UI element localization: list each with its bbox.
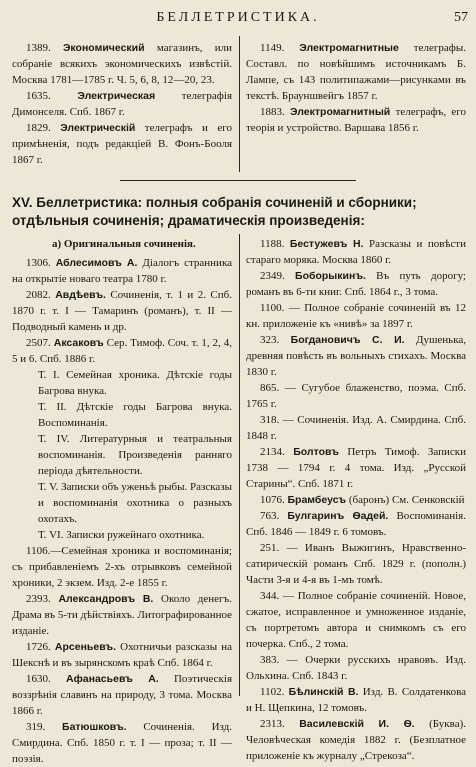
entry-text: 1106.—Семейная хроника и воспоминанія; съ прибавленіемъ 2-хъ отрывковъ семейной хроники, 2 экзем. Изд. 2-е 1855 г. (12, 545, 232, 589)
entry-author: Электромагнитный (290, 106, 391, 118)
entry-author: Электрическій (60, 122, 136, 134)
left-column (12, 236, 232, 767)
entry (246, 300, 466, 332)
top-right-column (246, 40, 466, 136)
entry-text: (Буква). Человѣческая комедія 1882 г. (Безплатное приложеніе къ журналу „Стрекоза“. (246, 718, 466, 762)
entry (12, 671, 232, 719)
entry-text: Т. II. Дѣтскіе годы Багрова внука. Воспоминанія. (38, 401, 232, 429)
entry-author: Бѣлинскій В. (288, 686, 359, 698)
entry-author: Василевскій И. Ѳ. (299, 718, 415, 730)
entry-number: 2349. (260, 270, 285, 282)
entry-number: 2393. (26, 593, 51, 605)
entry-text: Т. V. Записки объ уженьѣ рыбы. Разсказы и воспоминанія охотника о разныхъ охотахъ. (38, 481, 233, 525)
entry-author: Авдѣевъ. (55, 289, 106, 301)
entry-author: Брамбеусъ (287, 494, 347, 506)
entry-author: Боборыкинъ. (295, 270, 366, 282)
entry-text: Сер. Тимоф. Соч. т. 1, 2, 4, 5 и 6. Спб. 1886 г. (12, 337, 233, 365)
entry-text: Въ путь дорогу; романъ въ 6-ти книг. Спб. 1864 г., 3 тома. (246, 270, 466, 298)
subsection-title: а) Оригинальныя сочиненія. (52, 238, 196, 250)
right-column (246, 236, 466, 764)
entry (12, 40, 232, 88)
entry (12, 479, 232, 527)
entry (12, 335, 232, 367)
entry (246, 492, 466, 508)
entry-author: Бестужевъ Н. (289, 238, 364, 250)
entry (246, 444, 466, 492)
entry (246, 684, 466, 716)
entry (12, 591, 232, 639)
entry (246, 588, 466, 652)
entry-number: 1630. (26, 673, 51, 685)
entry (12, 287, 232, 335)
entry-text: 383. — Очерки русскихъ нравовъ. Изд. Ольхина. Спб. 1843 г. (246, 654, 466, 682)
entry-number: 1306. (26, 257, 51, 269)
entry (12, 399, 232, 431)
entry-number: 2134. (260, 446, 285, 458)
entry-text: Сочиненія, т. 1 и 2. Спб. 1870 г. т. I — Тамаринъ (романъ), т. II — Подводный камень и др. (12, 289, 232, 333)
entry-number: 1188. (260, 238, 285, 250)
entry-number: 1076. (260, 494, 285, 506)
entry-text: Разсказы и повѣсти стараго моряка. Москва 1860 г. (246, 238, 466, 266)
entry-number: 1635. (26, 90, 51, 102)
entry-text: Т. IV. Литературныя и театральныя воспоминанія. Произведенія ранняго періода дѣятельности. (38, 433, 232, 477)
entry-number: 763. (260, 510, 280, 522)
entry (12, 88, 232, 120)
entry-text: телеграфъ, его теорія и устройство. Варшава 1856 г. (246, 106, 466, 134)
entry (246, 332, 466, 380)
section-divider (120, 180, 356, 181)
entry-text: Сочиненія. Изд. Смирдина. Спб. 1850 г. т. I — проза; т. II — поэзія. (12, 721, 233, 765)
entry-text: (баронъ) См. Сенковскій (346, 494, 465, 506)
entry-text: Діалогъ странника на открытіе новаго театра 1780 г. (12, 257, 233, 285)
entry-text: Изд. В. Солдатенкова и Н. Щепкина, 12 томовъ. (246, 686, 466, 714)
entry-number: 1829. (26, 122, 51, 134)
entry-text: Т. I. Семейная хроника. Дѣтскіе годы Багрова внука. (38, 369, 232, 397)
page-header (0, 10, 476, 30)
page-number: 57 (454, 10, 468, 25)
entry-text: Около денегъ. Драма въ 5-ти дѣйствіяхъ. Литографированное изданіе. (12, 593, 232, 637)
entry-author: Аблесимовъ А. (55, 257, 138, 269)
entry-text: 344. — Полное собраніе сочиненій. Новое, сжатое, исправленное и умноженное изданіе, съ портретомъ автора и снимкомъ съ его почерка. Спб., 2 тома. (246, 590, 466, 650)
entry (246, 380, 466, 412)
entry (12, 639, 232, 671)
entry (246, 508, 466, 540)
entry-author: Электрическая (77, 90, 156, 102)
entry-author: Арсеньевъ. (54, 641, 116, 653)
entry-author: Александровъ В. (58, 593, 154, 605)
entry-number: 2313. (260, 718, 285, 730)
entry-author: Булгаринъ Ѳадей. (287, 510, 389, 522)
entry-text: Т. VI. Записки ружейнаго охотника. (38, 529, 205, 541)
entry-text: Охотничьи разсказы на Шекснѣ и въ зырянскомъ краѣ Спб. 1864 г. (12, 641, 233, 669)
entry (246, 104, 466, 136)
entry-text: Душенька, древняя повѣсть въ вольныхъ стихахъ. Москва 1830 г. (246, 334, 467, 378)
entry-number: 2507. (26, 337, 51, 349)
section-heading: XV. Беллетристика: полныя собранія сочиненій и сборники; отдѣльныя сочиненія; драматическія произведенія: (12, 195, 417, 228)
entry-author: Богдановичъ С. И. (290, 334, 405, 346)
entry-author: Аксаковъ (53, 337, 104, 349)
entry (246, 412, 466, 444)
entry-number: 2082. (26, 289, 51, 301)
top-column-divider (239, 36, 240, 172)
entry-number: 1389. (26, 42, 51, 54)
top-left-column (12, 40, 232, 168)
entry-text: 318. — Сочиненія. Изд. А. Смирдина. Спб. 1848 г. (246, 414, 466, 442)
entry-author: Экономический (62, 42, 145, 54)
entry-text: Петръ Тимоф. Записки 1738 — 1794 г. 4 тома. Изд. „Русской Старины“. Спб. 1871 г. (246, 446, 467, 490)
entry-number: 323. (260, 334, 280, 346)
entry (12, 120, 232, 168)
entry-author: Батюшковъ. (62, 721, 127, 733)
entry (12, 431, 232, 479)
entry-number: 1149. (260, 42, 285, 54)
entry-text: магазинъ, или собраніе всякихъ экономическихъ извѣстій. Москва 1781—1785 г. Ч. 5, 6, 8, 12—20, 23. (12, 42, 232, 86)
main-column-divider (239, 234, 240, 696)
entry-text: телеграфъ и его примѣненія, подъ редакціей В. Фонъ-Бооля 1867 г. (12, 122, 233, 166)
entry (12, 527, 232, 543)
entry-text: Воспоминанія. Спб. 1846 — 1849 г. 6 томовъ. (246, 510, 466, 538)
entry-text: Поэтическія воззрѣнія славянъ на природу, 3 тома. Москва 1866 г. (12, 673, 232, 717)
entry (12, 367, 232, 399)
entry-number: 1102. (260, 686, 285, 698)
entry (246, 652, 466, 684)
entry-text: 251. — Иванъ Выжигинъ, Нравственно-сатирическій романъ Спб. 1829 г. (пополн.) Части 3-я и 4-я въ 1-мъ томѣ. (246, 542, 466, 586)
entry-number: 1883. (260, 106, 285, 118)
entry-author: Болтовъ (293, 446, 339, 458)
entry (246, 716, 466, 764)
entry-text: 865. — Сугубое блаженство, поэма. Спб. 1765 г. (246, 382, 466, 410)
entry (12, 255, 232, 287)
entry (246, 236, 466, 268)
entry-author: Электромагнитные (299, 42, 399, 54)
entry (12, 719, 232, 767)
entry (246, 40, 466, 104)
entry-text: 1100. — Полное собраніе сочиненій въ 12 кн. приложеніе къ «нивѣ» за 1897 г. (246, 302, 466, 330)
running-title: БЕЛЛЕТРИСТИКА. (156, 10, 320, 25)
entry (246, 268, 466, 300)
entry-text: телеграфія Димонселя. Спб. 1867 г. (12, 90, 233, 118)
entry-number: 1726. (26, 641, 51, 653)
entry-text: телеграфы. Составл. по новѣйшимъ источникамъ Б. Лампе, съ 143 политипажами—рисунками въ текстѣ. Брауншвейгъ 1857 г. (246, 42, 466, 102)
entry (246, 540, 466, 588)
entry (12, 543, 232, 591)
entry-author: Афанасьевъ А. (66, 673, 159, 685)
entry-number: 319. (26, 721, 46, 733)
